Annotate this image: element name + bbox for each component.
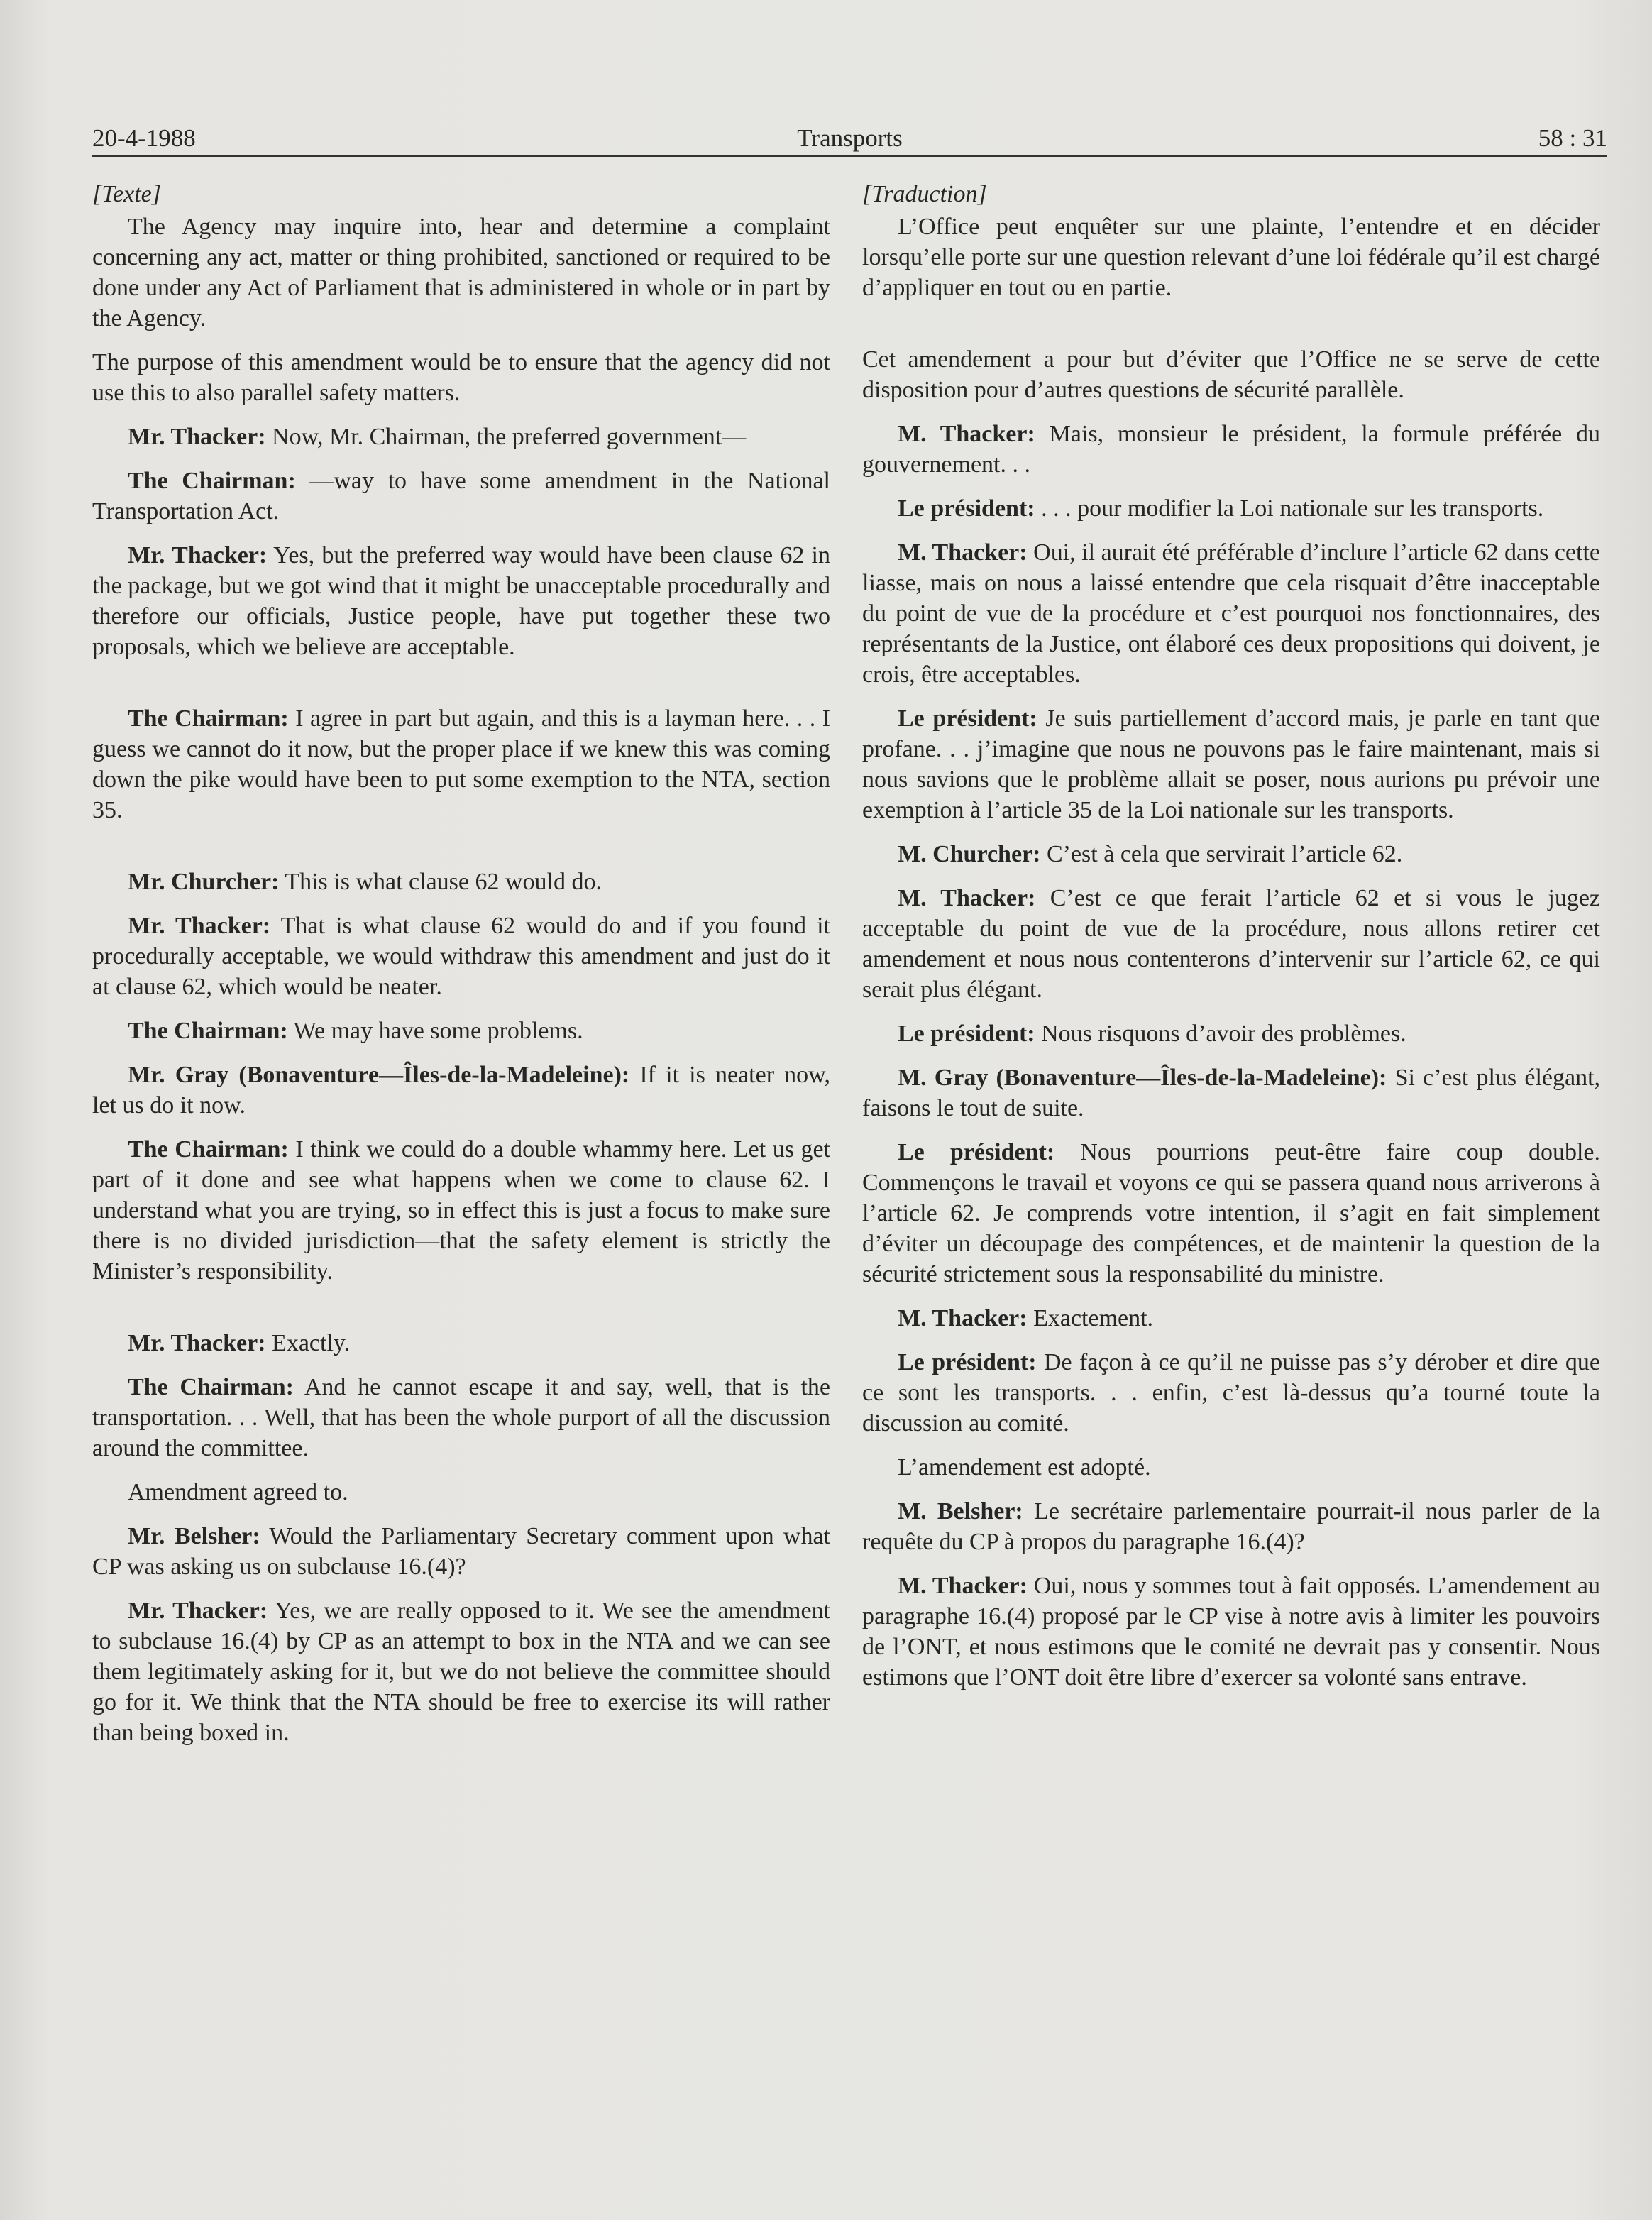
paragraph (92, 1328, 830, 1358)
paragraph-text: —way to have some amendment in the National Transportation Act. (92, 468, 830, 524)
speaker-name: Mr. Thacker: (128, 1598, 268, 1624)
speaker-name: The Chairman: (128, 1374, 294, 1400)
paragraph (92, 911, 830, 1002)
column-label: [Texte] (92, 181, 161, 207)
paragraph-text: L’Office peut enquêter sur une plainte, l’entendre et en décider lorsqu’elle porte sur une question relevant d’une loi fédérale qu’il est chargé d’appliquer en tout ou en partie. (862, 214, 1600, 301)
paragraph (92, 1521, 830, 1582)
paragraph-text: Would the Parliamentary Secretary comment upon what CP was asking us on subclause 16.(4)? (92, 1523, 831, 1580)
paragraph-text: Si c’est plus élégant, faisons le tout de suite. (862, 1065, 1601, 1121)
speaker-name: M. Thacker: (898, 1305, 1028, 1331)
paragraph (862, 1137, 1600, 1290)
header-rule (92, 155, 1607, 157)
speaker-name: M. Thacker: (898, 421, 1035, 447)
paragraph-text: That is what clause 62 would do and if you found it procedurally acceptable, we would withdraw this amendment and just do it at clause 62, which would be neater. (92, 913, 830, 1000)
speaker-name: Mr. Thacker: (128, 542, 268, 568)
paragraph-text: Le secrétaire parlementaire pourrait-il nous parler de la requête du CP à propos du paragraphe 16.(4)? (862, 1498, 1601, 1555)
paragraph-text: We may have some problems. (293, 1018, 583, 1044)
paragraph-text: L’amendement est adopté. (898, 1454, 1151, 1480)
paragraph-text: Nous pourrions peut-être faire coup double. Commençons le travail et voyons ce qui se passera quand nous arriverons à l’article 62. Je comprends votre intention, il s’agit en fait simplement d’éviter un découpage des compétences, et de maintenir la question de la sécurité strictement sous la responsabilité du ministre. (862, 1139, 1601, 1287)
paragraph (862, 1496, 1600, 1557)
paragraph-text: . . . pour modifier la Loi nationale sur les transports. (1041, 495, 1544, 522)
paragraph (862, 493, 1600, 524)
speaker-name: M. Gray (Bonaventure—Îles-de-la-Madeleine): (898, 1065, 1387, 1091)
running-header (92, 122, 1607, 155)
english-column (92, 179, 830, 1762)
paragraph (862, 419, 1600, 480)
speaker-name: Le président: (898, 1021, 1035, 1047)
speaker-name: Mr. Thacker: (128, 1330, 266, 1356)
paragraph (862, 1303, 1600, 1334)
paragraph-text: I think we could do a double whammy here. Let us get part of it done and see what happens when we come to clause 62. I understand what you are trying, so in effect this is just a focus to make sure there is no divided jurisdiction—that the safety element is strictly the Minister’s responsibility. (92, 1136, 831, 1285)
paragraph-text: Now, Mr. Chairman, the preferred government— (272, 424, 747, 450)
paragraph (862, 211, 1600, 303)
paragraph-text: The Agency may inquire into, hear and determine a complaint concerning any act, matter or thing prohibited, sanctioned or required to be done under any Act of Parliament that is administered in whole or in part by the Agency. (92, 214, 830, 331)
paragraph (92, 703, 830, 825)
speaker-name: The Chairman: (128, 1018, 288, 1044)
speaker-name: Le président: (898, 1139, 1055, 1165)
paragraph-text: Je suis partiellement d’accord mais, je parle en tant que profane. . . j’imagine que nous ne pouvons pas le faire maintenant, mais si nous savions que le problème allait se poser, nous aurions pu prévoir une exemption à l’article 35 de la Loi nationale sur les transports. (862, 705, 1600, 823)
paragraph-text: Oui, il aurait été préférable d’inclure l’article 62 dans cette liasse, mais on nous a laissé entendre que cela risquait d’être inacceptable du point de vue de la procédure et c’est pourquoi nos fonctionnaires, des représentants de la Justice, ont élaboré ces deux propositions qui doivent, je crois, être acceptables. (862, 539, 1600, 688)
speaker-name: The Chairman: (128, 468, 296, 494)
speaker-name: The Chairman: (128, 1136, 289, 1163)
paragraph (862, 703, 1600, 825)
speaker-name: M. Thacker: (898, 539, 1028, 566)
paragraph-text: C’est ce que ferait l’article 62 et si vous le jugez acceptable du point de vue de la procédure, nous allons retirer cet amendement et nous nous contenterons d’intervenir sur l’article 62, ce qui serait plus élégant. (862, 885, 1600, 1003)
paragraph (862, 1452, 1600, 1483)
french-column (862, 179, 1600, 1706)
paragraph (862, 1571, 1600, 1693)
paragraph-text: Exactement. (1033, 1305, 1154, 1331)
paragraph-text: Nous risquons d’avoir des problèmes. (1041, 1021, 1406, 1047)
header-date: 20-4-1988 (92, 124, 196, 152)
paragraph (92, 540, 830, 662)
paragraph-text: Yes, we are really opposed to it. We see the amendment to subclause 16.(4) by CP as an attempt to box in the NTA and we can see them legitimately asking for it, but we do not believe the committee should go for it. We think that the NTA should be free to exercise its will rather than being boxed in. (92, 1598, 830, 1746)
paragraph-text: This is what clause 62 would do. (285, 869, 602, 895)
speaker-name: The Chairman: (128, 705, 289, 732)
speaker-name: M. Thacker: (898, 885, 1036, 911)
paragraph-text: And he cannot escape it and say, well, that is the transportation. . . Well, that has been the whole purport of all the discussion around the committee. (92, 1374, 831, 1461)
paragraph-text: Amendment agreed to. (128, 1479, 348, 1505)
paragraph-text: The purpose of this amendment would be to ensure that the agency did not use this to also parallel safety matters. (92, 349, 830, 406)
paragraph (862, 344, 1600, 405)
paragraph (92, 211, 830, 334)
paragraph-text: Oui, nous y sommes tout à fait opposés. L’amendement au paragraphe 16.(4) proposé par le CP vise à notre avis à limiter les pouvoirs de l’ONT, et nous estimons que le comité ne devrait pas y consentir. Nous estimons que l’ONT doit être libre d’exercer sa volonté sans entrave. (862, 1573, 1600, 1691)
speaker-name: Mr. Thacker: (128, 913, 271, 939)
paragraph-text: If it is neater now, let us do it now. (92, 1062, 831, 1119)
speaker-name: Le président: (898, 495, 1035, 522)
speaker-name: M. Belsher: (898, 1498, 1023, 1524)
speaker-name: Le président: (898, 1349, 1037, 1375)
paragraph-text: Cet amendement a pour but d’éviter que l’Office ne se serve de cette disposition pour d’autres questions de sécurité parallèle. (862, 346, 1600, 403)
speaker-name: Mr. Churcher: (128, 869, 280, 895)
paragraph (92, 422, 830, 452)
paragraph-text: C’est à cela que servirait l’article 62. (1046, 841, 1403, 867)
speaker-name: M. Thacker: (898, 1573, 1028, 1599)
paragraph (862, 537, 1600, 690)
speaker-name: Mr. Gray (Bonaventure—Îles-de-la-Madeleine): (128, 1062, 630, 1088)
paragraph (92, 867, 830, 897)
paragraph (92, 1372, 830, 1463)
paragraph (862, 883, 1600, 1005)
paragraph-text: Exactly. (272, 1330, 351, 1356)
paragraph-text: I agree in part but again, and this is a layman here. . . I guess we cannot do it now, but the proper place if we knew this was coming down the pike would have been to put some exemption to the NTA, section 35. (92, 705, 831, 823)
speaker-name: Le président: (898, 705, 1037, 732)
paragraph (862, 839, 1600, 869)
paragraph (92, 1595, 830, 1748)
header-title: Transports (797, 124, 903, 152)
paragraph-text: De façon à ce qu’il ne puisse pas s’y dérober et dire que ce sont les transports. . . enfin, c’est là-dessus qu’a tourné toute la discussion au comité. (862, 1349, 1601, 1436)
paragraph (92, 1016, 830, 1046)
paragraph (862, 1347, 1600, 1439)
paragraph (862, 1062, 1600, 1123)
column-label: [Traduction] (862, 181, 987, 207)
paragraph (92, 1134, 830, 1287)
speaker-name: Mr. Belsher: (128, 1523, 260, 1549)
speaker-name: M. Churcher: (898, 841, 1041, 867)
speaker-name: Mr. Thacker: (128, 424, 266, 450)
paragraph (92, 466, 830, 527)
paragraph (92, 1477, 830, 1507)
paragraph (92, 347, 830, 408)
paragraph (92, 1060, 830, 1121)
paragraph-text: Yes, but the preferred way would have been clause 62 in the package, but we got wind that it might be unacceptable procedurally and therefore our officials, Justice people, have put together these two proposals, which we believe are acceptable. (92, 542, 830, 660)
paragraph-text: Mais, monsieur le président, la formule préférée du gouvernement. . . (862, 421, 1601, 478)
paragraph (862, 1018, 1600, 1049)
header-page-number: 58 : 31 (1538, 124, 1607, 152)
